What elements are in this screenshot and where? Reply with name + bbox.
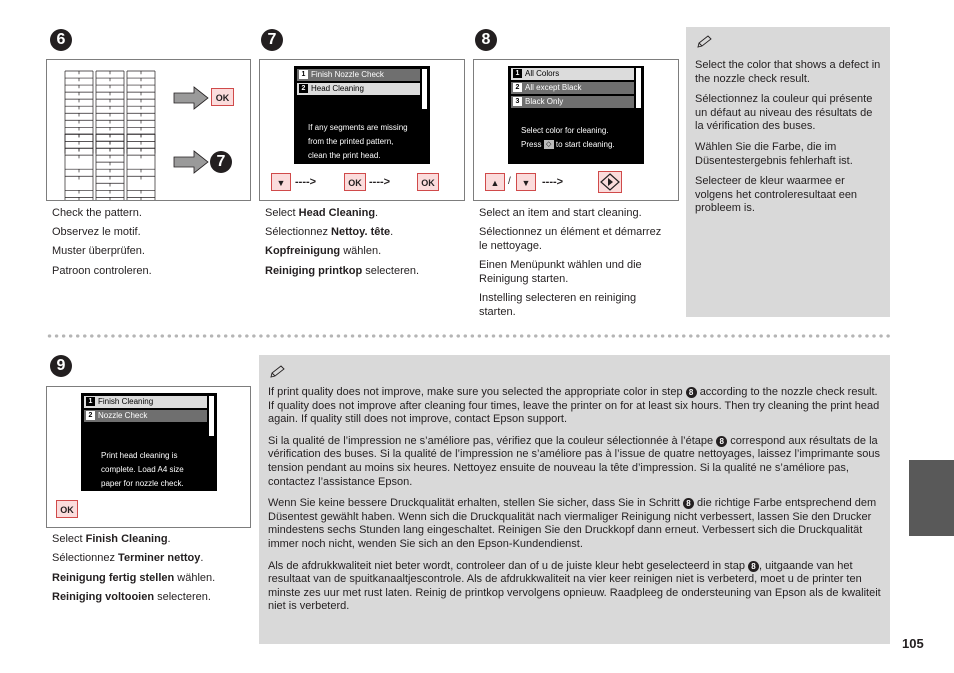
menu-item-finish-nozzle-check[interactable]: 1 Finish Nozzle Check bbox=[297, 69, 420, 81]
step-8-illustration bbox=[473, 59, 679, 201]
lcd-screen bbox=[81, 393, 217, 491]
start-button[interactable] bbox=[598, 171, 622, 193]
pencil-note-icon bbox=[696, 35, 714, 49]
start-icon: ◇ bbox=[544, 140, 554, 149]
note-text-nl: Selecteer de kleur waarmee er volgens het controleresultaat een probleem is. bbox=[695, 175, 858, 215]
note-text-fr: Sélectionnez la couleur qui présente un défaut au niveau des résultats de la vérification des buses. bbox=[695, 93, 873, 133]
step-ref-icon: 8 bbox=[716, 436, 727, 447]
step-6-text-fr: Observez le motif. bbox=[52, 226, 141, 238]
step-6-text-de: Muster überprüfen. bbox=[52, 245, 145, 257]
menu-item-black-only[interactable]: 3 Black Only bbox=[511, 96, 634, 108]
step-7-text-en: Select Head Cleaning. bbox=[265, 207, 379, 219]
pencil-note-icon bbox=[269, 365, 287, 379]
ok-button[interactable]: OK bbox=[211, 88, 234, 106]
menu-item-finish-cleaning[interactable]: 1 Finish Cleaning bbox=[84, 396, 207, 408]
step-9-text-en: Select Finish Cleaning. bbox=[52, 533, 171, 545]
arrow-right-icon: ----> bbox=[295, 176, 317, 188]
down-arrow-button[interactable]: ▼ bbox=[516, 173, 536, 191]
scrollbar[interactable] bbox=[636, 68, 641, 108]
step-ref-icon: 8 bbox=[686, 387, 697, 398]
up-arrow-button[interactable]: ▲ bbox=[485, 173, 505, 191]
scrollbar[interactable] bbox=[422, 69, 427, 109]
step-8-number: 8 bbox=[475, 29, 497, 51]
start-diamond-icon bbox=[599, 172, 621, 192]
menu-item-nozzle-check[interactable]: 2 Nozzle Check bbox=[84, 410, 207, 422]
step-8-text-fr: Sélectionnez un élément et démarrez le nettoyage. bbox=[479, 226, 662, 252]
step-8-text-en: Select an item and start cleaning. bbox=[479, 207, 642, 219]
lcd-message: Select color for cleaning. Press ◇ to start cleaning. bbox=[521, 126, 615, 149]
note-text-en: Select the color that shows a defect in the nozzle check result. bbox=[695, 59, 881, 85]
menu-item-all-colors[interactable]: 1 All Colors bbox=[511, 68, 634, 80]
arrow-right-icon bbox=[174, 87, 208, 109]
note-panel-bottom bbox=[259, 355, 890, 644]
lcd-message: Print head cleaning is complete. Load A4 size paper for nozzle check. bbox=[101, 451, 184, 488]
step-ref-icon: 8 bbox=[748, 561, 759, 572]
ok-button[interactable]: OK bbox=[344, 173, 366, 191]
arrow-right-icon: ----> bbox=[369, 176, 391, 188]
note-panel-top bbox=[686, 27, 890, 317]
step-7-text-de: Kopfreinigung wählen. bbox=[265, 245, 382, 257]
note-bottom-fr: Si la qualité de l’impression ne s’améliore pas, vérifiez que la couleur sélectionnée à l’étape 8 correspond aux résultats de la vérification des buses. Si la qualité de l’impression ne s’améliore pas à l’issue de quatre nettoyages, laissez l’imprimante sous tension pendant au moins six heures. Nettoyez ensuite de nouveau la tête d’impression. Si la qualité ne s’améliore pas, contactez l’assistance Epson. bbox=[268, 434, 881, 488]
step-7-number: 7 bbox=[261, 29, 283, 51]
scrollbar[interactable] bbox=[209, 396, 214, 436]
step-6-number: 6 bbox=[50, 29, 72, 51]
menu-item-head-cleaning[interactable]: 2 Head Cleaning bbox=[297, 83, 420, 95]
step-9-text-de: Reinigung fertig stellen wählen. bbox=[52, 572, 216, 584]
section-tab bbox=[909, 460, 954, 536]
arrow-right-icon: ----> bbox=[542, 176, 564, 188]
note-text-de: Wählen Sie die Farbe, die im Düsentestergebnis fehlerhaft ist. bbox=[695, 140, 853, 167]
down-arrow-button[interactable]: ▼ bbox=[271, 173, 291, 191]
lcd-message: If any segments are missing from the printed pattern, clean the print head. bbox=[308, 123, 408, 160]
step-8-text-nl: Instelling selecteren en reiniging starten. bbox=[479, 292, 637, 318]
step-7-text-fr: Sélectionnez Nettoy. tête. bbox=[265, 226, 394, 238]
nozzle-pattern-images bbox=[47, 60, 250, 200]
note-bottom-nl: Als de afdrukkwaliteit niet beter wordt, controleer dan of u de juiste kleur hebt geselecteerd in stap 8 , uitgaande van het resultaat van de spuitkanaaltjescontrole. Als de afdrukkwaliteit na vier keer reinigen niet is verbeterd, moet u de printer ten minste zes uur met rust laten. Reinig de printkop vervolgens opnieuw. Raadpleeg de ondersteuning van Epson als de kwaliteit niet is verbeterd. bbox=[268, 559, 881, 613]
lcd-screen bbox=[508, 66, 644, 164]
step-6-illustration bbox=[46, 59, 251, 201]
step-9-illustration bbox=[46, 386, 251, 528]
step-7-illustration bbox=[259, 59, 465, 201]
lcd-screen bbox=[294, 66, 430, 164]
step-ref-icon: 8 bbox=[683, 498, 694, 509]
menu-item-all-except-black[interactable]: 2 All except Black bbox=[511, 82, 634, 94]
note-bottom-de: Wenn Sie keine bessere Druckqualität erhalten, stellen Sie sicher, dass Sie in Schritt 8 die richtige Farbe entsprechend dem Düsentest gewählt haben. Wenn sich die Druckqualität nach viermaliger Reinigung nicht verbessert, lassen Sie den Drucker mindestens sechs Stunden lang eingeschaltet. Reinigen Sie den Druckkopf dann erneut. Verbessert sich die Druckqualität immer noch nicht, wenden Sie sich an den Epson-Kundendienst. bbox=[268, 497, 877, 550]
step-9-number: 9 bbox=[50, 355, 72, 377]
slash-separator: / bbox=[508, 176, 511, 187]
ok-button[interactable]: OK bbox=[417, 173, 439, 191]
step-9-text-nl: Reiniging voltooien selecteren. bbox=[52, 591, 211, 603]
step-8-text-de: Einen Menüpunkt wählen und die Reinigung starten. bbox=[479, 259, 642, 285]
page-number: 105 bbox=[902, 636, 924, 651]
bad-pattern bbox=[65, 134, 155, 200]
dotted-divider bbox=[46, 334, 892, 338]
arrow-right-icon bbox=[174, 151, 208, 173]
step-7-text-nl: Reiniging printkop selecteren. bbox=[265, 265, 420, 277]
step-6-text-en: Check the pattern. bbox=[52, 207, 142, 219]
step-6-text-nl: Patroon controleren. bbox=[52, 265, 152, 277]
note-bottom-en: If print quality does not improve, make sure you selected the appropriate color in step 8 according to the nozzle check result. If quality does not improve after cleaning four times, leave the printer on for at least six hours. Then try cleaning the print head again. If quality still does not improve, contact Epson support. bbox=[268, 386, 880, 426]
ok-button[interactable]: OK bbox=[56, 500, 78, 518]
step-7-ref-icon: 7 bbox=[210, 151, 232, 173]
step-9-text-fr: Sélectionnez Terminer nettoy. bbox=[52, 552, 204, 564]
